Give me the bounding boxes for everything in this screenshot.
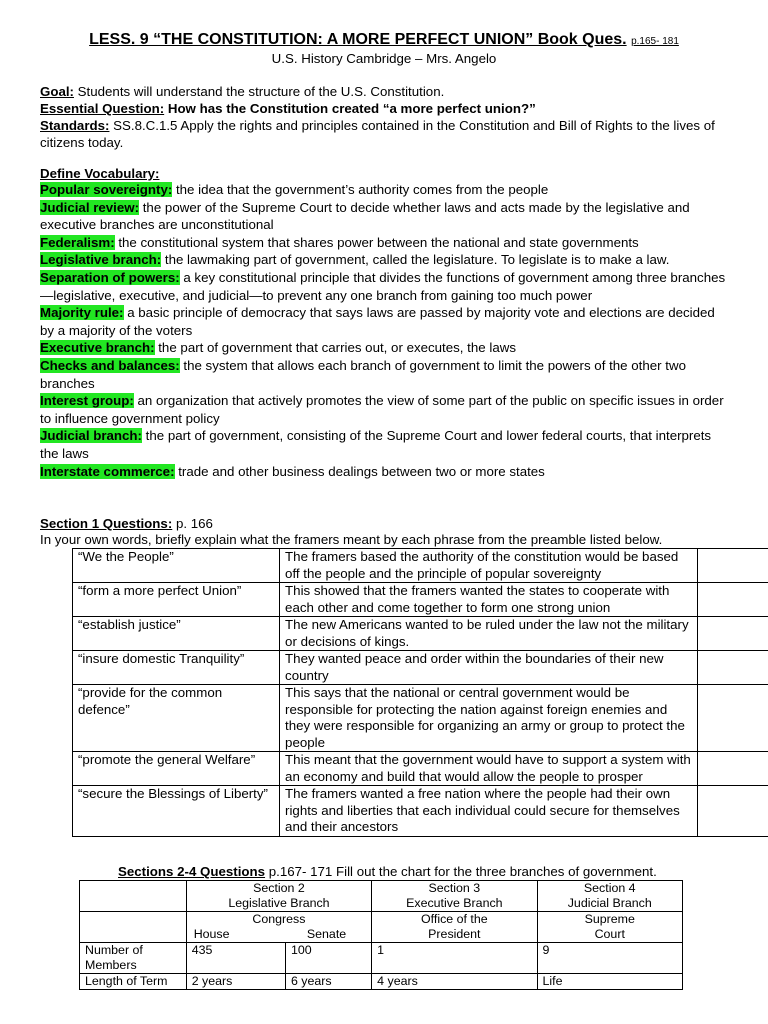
row-label: Length of Term xyxy=(80,974,187,990)
preamble-table xyxy=(72,548,768,837)
vocab-item xyxy=(40,463,730,481)
table-row xyxy=(73,786,768,837)
essential-label: Essential Question: xyxy=(40,101,165,116)
vocab-definition: the idea that the government’s authority comes from the people xyxy=(172,182,549,197)
vocab-definition: a key constitutional principle that divides the functions of government among three branches—legislative, executive, and judicial—to prevent any one branch from gaining too much power xyxy=(40,269,726,303)
vocab-term: Interstate commerce: xyxy=(40,463,175,479)
essential-question xyxy=(40,100,730,117)
section24-instructions: p.167- 171 Fill out the chart for the three branches of government. xyxy=(265,864,657,879)
vocab-heading-text: Define Vocabulary: xyxy=(40,166,160,181)
congress-label: Congress xyxy=(252,912,306,926)
table-row xyxy=(73,549,768,583)
vocab-term: Federalism: xyxy=(40,234,115,250)
section1-label: Section 1 Questions: xyxy=(40,516,173,531)
vocab-definition: trade and other business dealings between two or more states xyxy=(174,463,545,479)
vocab-definition: the part of government, consisting of the Supreme Court and lower federal courts, that interprets the laws xyxy=(40,428,712,461)
standards-label: Standards: xyxy=(40,118,110,133)
title-pages: p.165- 181 xyxy=(631,36,679,47)
phrase-cell: “form a more perfect Union” xyxy=(73,583,280,617)
table-row xyxy=(73,685,768,752)
answer-cell: The framers based the authority of the constitution would be based off the people and the principle of popular sovereignty xyxy=(280,549,698,583)
executive-value: 4 years xyxy=(372,974,537,990)
senate-label: Senate xyxy=(306,927,347,941)
goal-text: Students will understand the structure of the U.S. Constitution. xyxy=(73,84,445,99)
corner-cell xyxy=(80,881,187,912)
phrase-cell: “We the People” xyxy=(73,549,280,583)
table-row xyxy=(80,912,683,943)
chambers-row xyxy=(192,927,366,942)
section3-label: Section 3 xyxy=(428,881,481,895)
branches-table xyxy=(79,880,683,990)
vocab-term: Judicial branch: xyxy=(40,428,142,444)
table-row xyxy=(73,617,768,651)
executive-value: 1 xyxy=(372,943,537,974)
vocab-item xyxy=(40,392,730,427)
vocab-item xyxy=(40,339,730,357)
senate-value: 100 xyxy=(285,943,371,974)
house-label: House xyxy=(193,927,230,941)
empty-cell[interactable] xyxy=(698,549,768,583)
section4-label: Section 4 xyxy=(583,881,636,895)
answer-cell: The new Americans wanted to be ruled under the law not the military or decisions of kings. xyxy=(280,617,698,651)
table-row xyxy=(80,943,683,974)
legislative-label: Legislative Branch xyxy=(228,896,330,910)
judicial-label: Judicial Branch xyxy=(567,896,652,910)
judicial-value: Life xyxy=(537,974,683,990)
table-row xyxy=(73,752,768,786)
phrase-cell: “provide for the common defence” xyxy=(73,685,280,752)
answer-cell: This showed that the framers wanted the states to cooperate with each other and come together to form one strong union xyxy=(280,583,698,617)
court-cell xyxy=(537,912,683,943)
vocab-term: Checks and balances: xyxy=(40,357,180,373)
office-label-1: Office of the xyxy=(421,912,488,926)
house-value: 2 years xyxy=(186,974,285,990)
vocab-item xyxy=(40,427,730,462)
goal-line xyxy=(40,83,730,100)
judicial-value: 9 xyxy=(537,943,683,974)
court-label-1: Supreme xyxy=(584,912,635,926)
vocab-item xyxy=(40,199,730,234)
answer-cell: This says that the national or central government would be responsible for protecting the nation against foreign enemies and they were responsible for organizing an army or group to protect the people xyxy=(280,685,698,752)
table-row xyxy=(80,881,683,912)
page-subtitle: U.S. History Cambridge – Mrs. Angelo xyxy=(271,51,497,66)
congress-cell xyxy=(186,912,371,943)
vocab-definition: the lawmaking part of government, called the legislature. To legislate is to make a law. xyxy=(161,252,670,268)
vocab-term: Legislative branch: xyxy=(40,252,162,268)
essential-text: How has the Constitution created “a more perfect union?” xyxy=(164,101,536,116)
phrase-cell: “establish justice” xyxy=(73,617,280,651)
house-value: 435 xyxy=(186,943,285,974)
section1-heading xyxy=(40,515,730,532)
section2-label: Section 2 xyxy=(253,881,305,895)
vocab-definition: the part of government that carries out, or executes, the laws xyxy=(154,340,516,356)
vocab-term: Interest group: xyxy=(40,393,134,409)
goal-label: Goal: xyxy=(40,84,74,99)
vocab-item xyxy=(40,304,730,339)
row-label: Number of Members xyxy=(80,943,187,974)
vocab-heading xyxy=(40,165,730,182)
court-label-2: Court xyxy=(594,927,625,941)
judicial-header xyxy=(537,881,683,912)
vocab-definition: a basic principle of democracy that says laws are passed by majority vote and elections are decided by a majority of the voters xyxy=(40,305,715,338)
senate-value: 6 years xyxy=(285,974,371,990)
office-label-2: President xyxy=(428,927,481,941)
title-text: LESS. 9 “THE CONSTITUTION: A MORE PERFECT UNION” Book Ques. xyxy=(89,31,627,48)
vocab-item xyxy=(40,357,730,392)
vocab-definition: the constitutional system that shares power between the national and state governments xyxy=(114,234,639,250)
answer-cell: The framers wanted a free nation where the people had their own rights and liberties that each individual could secure for themselves and their ancestors xyxy=(280,786,698,837)
vocab-term: Separation of powers: xyxy=(40,269,180,285)
standards-text: SS.8.C.1.5 Apply the rights and principles contained in the Constitution and Bill of Rights to the lives of citizens today. xyxy=(40,118,715,150)
office-cell xyxy=(372,912,537,943)
vocab-definition: the power of the Supreme Court to decide whether laws and acts made by the legislative and executive branches are unconstitutional xyxy=(40,199,690,233)
answer-cell: This meant that the government would have to support a system with an economy and build that would allow the people to prosper xyxy=(280,752,698,786)
vocab-term: Popular sovereignty: xyxy=(40,182,173,197)
table-row xyxy=(80,974,683,990)
legislative-header xyxy=(186,881,371,912)
section1-page: p. 166 xyxy=(172,516,213,531)
vocab-definition: the system that allows each branch of government to limit the powers of the other two branches xyxy=(40,357,686,391)
vocab-definition: an organization that actively promotes the view of some part of the public on specific issues in order to influence government policy xyxy=(40,393,724,426)
empty-cell[interactable] xyxy=(698,583,768,617)
executive-label: Executive Branch xyxy=(406,896,503,910)
table-row xyxy=(73,651,768,685)
empty-cell[interactable] xyxy=(698,651,768,685)
phrase-cell: “insure domestic Tranquility” xyxy=(73,651,280,685)
vocab-term: Executive branch: xyxy=(40,340,155,356)
corner-cell xyxy=(80,912,187,943)
vocab-item xyxy=(40,181,730,199)
empty-cell[interactable] xyxy=(698,685,768,752)
section24-heading xyxy=(118,863,738,880)
empty-cell[interactable] xyxy=(698,786,768,837)
vocab-item xyxy=(40,251,730,269)
section1-instructions: In your own words, briefly explain what the framers meant by each phrase from the preamble listed below. xyxy=(40,532,663,547)
phrase-cell: “promote the general Welfare” xyxy=(73,752,280,786)
answer-cell: They wanted peace and order within the boundaries of their new country xyxy=(280,651,698,685)
vocab-item xyxy=(40,234,730,252)
empty-cell[interactable] xyxy=(698,752,768,786)
standards-line xyxy=(40,117,730,151)
executive-header xyxy=(372,881,537,912)
section24-label: Sections 2-4 Questions xyxy=(118,864,266,879)
table-row xyxy=(73,583,768,617)
vocab-list xyxy=(40,181,730,480)
vocab-item xyxy=(40,269,730,304)
vocab-term: Majority rule: xyxy=(40,305,124,321)
page-title xyxy=(0,31,768,51)
vocab-term: Judicial review: xyxy=(40,199,140,215)
phrase-cell: “secure the Blessings of Liberty” xyxy=(73,786,280,837)
empty-cell[interactable] xyxy=(698,617,768,651)
